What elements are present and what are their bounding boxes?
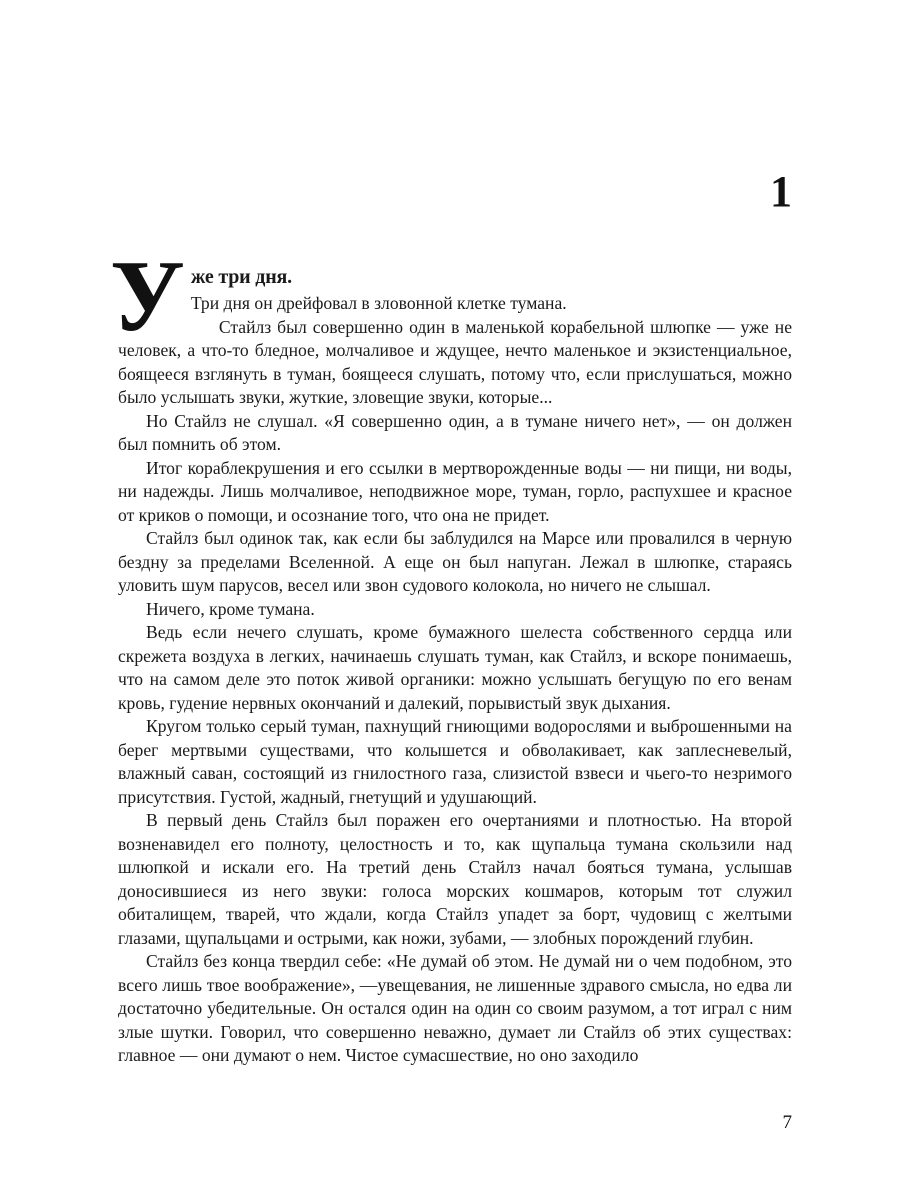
paragraph: Стайлз без конца твердил себе: «Не думай об этом. Не думай ни о чем подобном, это всего лишь твое воображение», —увещевания, не лишенные здравого смысла, но едва ли достаточно убедительные. Он остался один на один со своим разумом, а тот играл с ним злые шутки. Говорил, что совершенно неважно, думает ли Стайлз об этих существах: главное — они думают о нем. Чистое сумасшествие, но оно заходило [118, 951, 792, 1065]
paragraph: Итог кораблекрушения и его ссылки в мертворожденные воды — ни пищи, ни воды, ни надежды. Лишь молчаливое, неподвижное море, туман, горло, распухшее и красное от криков о помощи, и осознание того, что она не придет. [118, 457, 792, 525]
paragraph: Ничего, кроме тумана. [146, 598, 315, 619]
drop-cap: У [110, 240, 185, 353]
paragraph: Стайлз был совершенно один в маленькой корабельной шлюпке — уже не человек, а что-то бледное, молчаливое и ждущее, нечто маленькое и экзистенциальное, боящееся взглянуть в туман, боящееся слушать, потому что, если прислушаться, можно было услышать звуки, жуткие, зловещие звуки, которые... [118, 316, 792, 407]
page-number: 7 [782, 1112, 792, 1133]
opening-paragraph [110, 240, 792, 353]
paragraph: В первый день Стайлз был поражен его очертаниями и плотностью. На второй возненавидел его полноту, целостность и то, как щупальца тумана скользили над шлюпкой и искали его. На третий день Стайлз начал бояться тумана, услышав доносившиеся из него звуки: голоса морских кошмаров, которым тот служил обиталищем, тварей, что ждали, когда Стайлз упадет за борт, чудовищ с желтыми глазами, щупальцами и острыми, как ножи, зубами, — злобных порождений глубин. [118, 810, 792, 948]
paragraph: Ведь если нечего слушать, кроме бумажного шелеста собственного сердца или скрежета воздуха в легких, начинаешь слушать туман, как Стайлз, и вскоре понимаешь, что на самом деле это поток живой органики: можно услышать бегущую по его венам кровь, гудение нервных окончаний и далекий, порывистый звук дыхания. [118, 622, 792, 713]
paragraph: Стайлз был одинок так, как если бы заблудился на Марсе или провалился в черную бездну за пределами Вселенной. А еще он был напуган. Лежал в шлюпке, стараясь уловить шум парусов, весел или звон судового колокола, но ничего не слышал. [118, 528, 792, 595]
lead-in: же три дня. [190, 266, 292, 288]
first-sentence: Три дня он дрейфовал в зловонной клетке тумана. [190, 293, 567, 313]
body-text [110, 240, 792, 1068]
paragraph: Кругом только серый туман, пахнущий гниющими водорослями и выброшенными на берег мертвыми существами, что колышется и обволакивает, как заплесневелый, влажный саван, состоящий из гнилостного газа, слизистой взвеси и чьего-то незримого присутствия. Густой, жадный, гнетущий и удушающий. [118, 716, 792, 807]
paragraph: Но Стайлз не слушал. «Я совершенно один, а в тумане ничего нет», — он должен был помнить об этом. [118, 410, 792, 454]
chapter-number: 1 [770, 167, 792, 216]
